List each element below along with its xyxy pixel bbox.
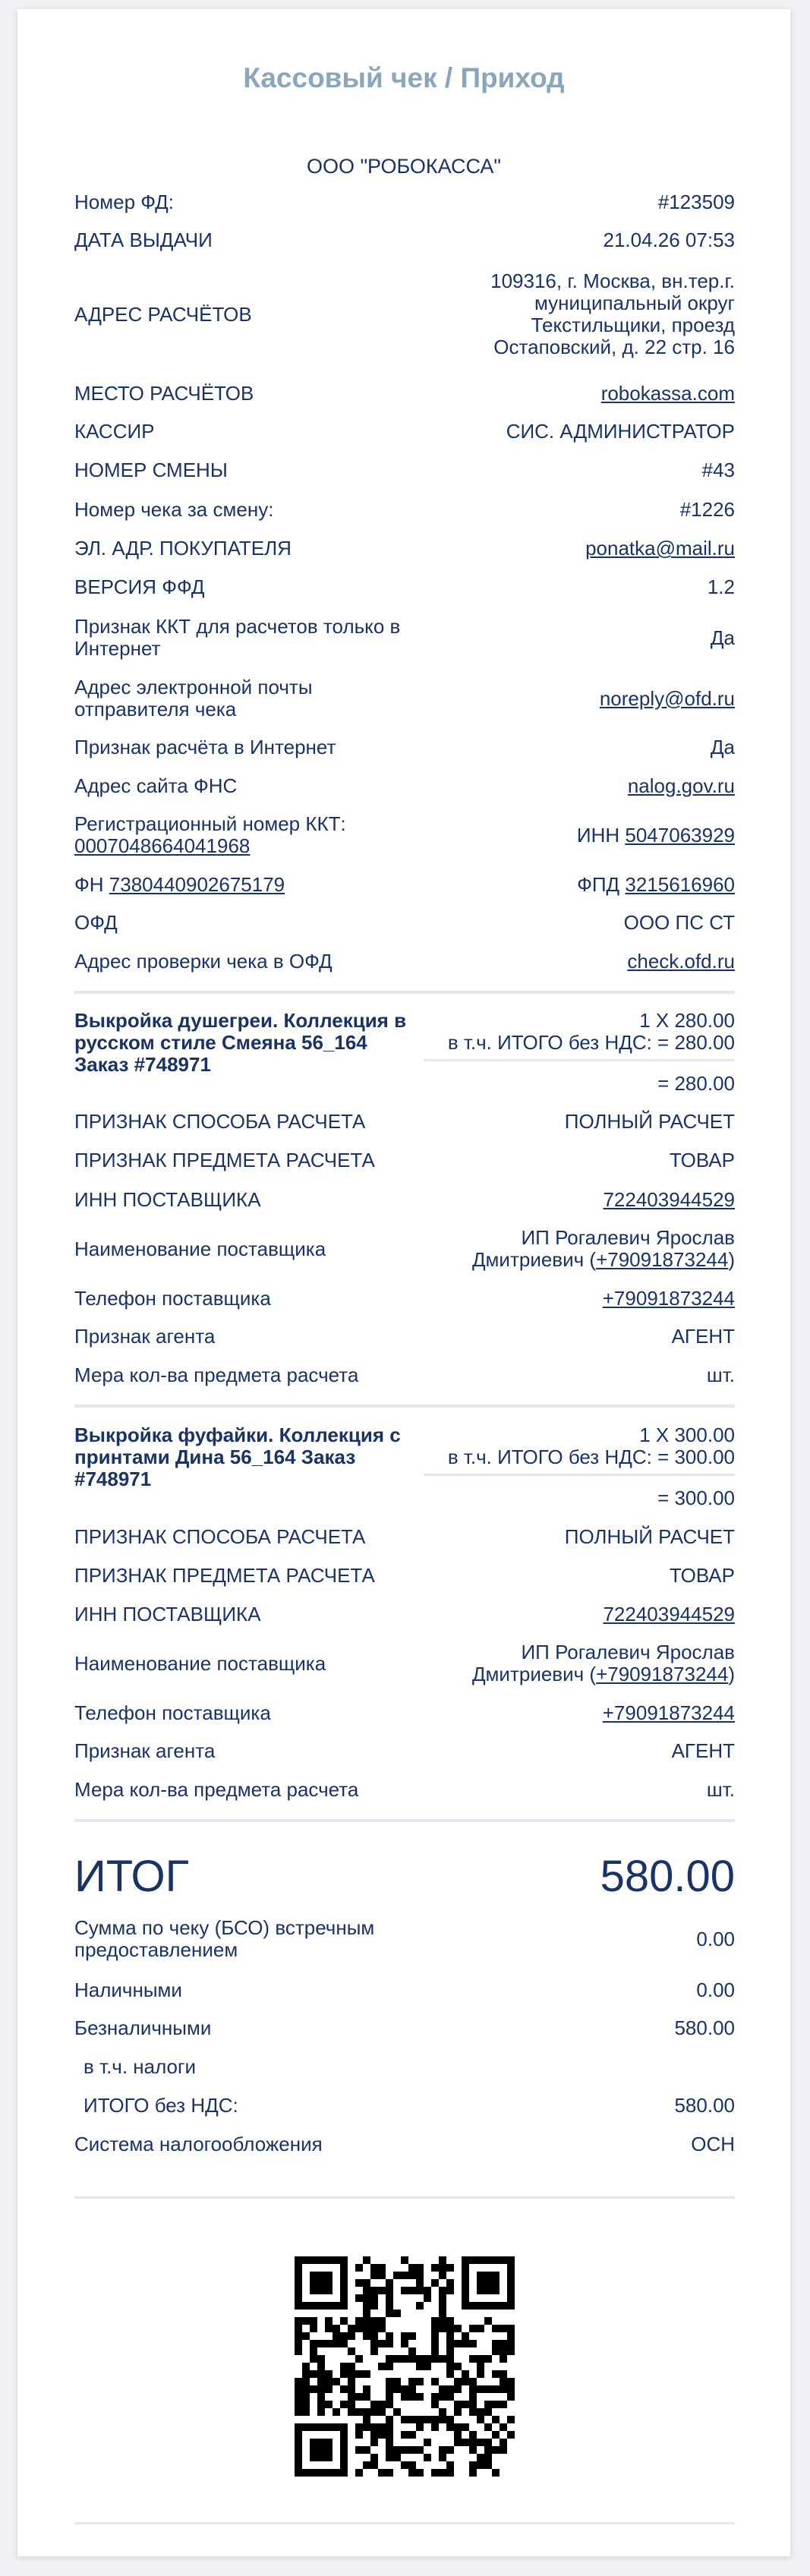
supplier-name-row (74, 1226, 735, 1272)
supplier-phone-row (74, 1702, 735, 1724)
sender-email-link[interactable]: noreply@ofd.ru (599, 686, 735, 710)
organization-name: ООО "РОБОКАССА" (306, 155, 502, 178)
sender-email-row (74, 676, 735, 721)
item-qty-block (448, 1424, 735, 1468)
agent-value: АГЕНТ (671, 1739, 735, 1762)
item-method-row (74, 1526, 735, 1548)
item-method-value: ПОЛНЫЙ РАСЧЕТ (564, 1110, 735, 1133)
item-method-value: ПОЛНЫЙ РАСЧЕТ (564, 1525, 735, 1548)
issue-date-row (74, 229, 735, 251)
supplier-name-close: ) (728, 1663, 735, 1685)
cashier-value: СИС. АДМИНИСТРАТОР (506, 420, 735, 443)
total-label: ИТОГ (74, 1852, 190, 1901)
inn-block (577, 825, 735, 847)
address-row (74, 269, 735, 360)
supplier-name-label: Наименование поставщика (74, 1237, 326, 1260)
check-number-label: Номер чека за смену: (74, 498, 274, 521)
kkt-internet-row (74, 615, 735, 661)
divider (74, 2522, 735, 2524)
check-number-row (74, 499, 735, 521)
divider (74, 1819, 735, 1822)
cashier-label: КАССИР (74, 420, 155, 443)
fns-site-link[interactable]: nalog.gov.ru (627, 774, 735, 797)
sender-email-label: Адрес электронной почты отправителя чека (74, 676, 313, 720)
address-line: 109316, г. Москва, вн.тер.г. (490, 270, 735, 292)
inn-label: ИНН (576, 823, 620, 847)
cashier-row (74, 421, 735, 443)
total-row (74, 1852, 735, 1901)
fd-number-label: Номер ФД: (74, 191, 174, 213)
item-qty: 1 X 300.00 (639, 1424, 735, 1446)
supplier-name-row (74, 1641, 735, 1686)
item-sum: = 300.00 (657, 1487, 735, 1509)
item-method-label: ПРИЗНАК СПОСОБА РАСЧЕТА (74, 1110, 366, 1133)
item-sum-row (74, 1073, 735, 1095)
issue-date-label: ДАТА ВЫДАЧИ (74, 229, 213, 251)
item-name: Выкройка фуфайки. Коллекция с принтами Дина 56_164 Заказ #748971 (74, 1424, 401, 1490)
ffd-version-value: 1.2 (707, 575, 735, 598)
cash-row (74, 1979, 735, 2001)
issue-date-value: 21.04.26 07:53 (603, 229, 735, 251)
supplier-inn-label: ИНН ПОСТАВЩИКА (74, 1603, 261, 1625)
supplier-name-line: Дмитриевич ( (471, 1663, 597, 1685)
supplier-inn-label: ИНН ПОСТАВЩИКА (74, 1188, 261, 1211)
card-value: 580.00 (674, 2016, 735, 2039)
supplier-phone-row (74, 1288, 735, 1310)
ofd-value: ООО ПС СТ (623, 911, 735, 934)
ofd-check-label: Адрес проверки чека в ОФД (74, 950, 333, 973)
fn-fpd-row (74, 874, 735, 896)
tax-system-label: Система налогообложения (74, 2133, 323, 2155)
prepay-label: Сумма по чеку (БСО) встречным предоставлением (74, 1916, 375, 1961)
fd-number-row (74, 191, 735, 213)
novat-row (74, 2095, 735, 2117)
address-line: муниципальный округ (534, 292, 735, 314)
item-sum-row (74, 1487, 735, 1509)
agent-value: АГЕНТ (671, 1325, 735, 1348)
item-vat: в т.ч. ИТОГО без НДС: = 280.00 (447, 1031, 735, 1054)
supplier-phone-link[interactable]: +79091873244 (602, 1287, 735, 1310)
item-subject-label: ПРИЗНАК ПРЕДМЕТА РАСЧЕТА (74, 1564, 375, 1587)
item-subject-value: ТОВАР (669, 1564, 735, 1587)
item-qty: 1 X 280.00 (639, 1009, 735, 1032)
supplier-inn-link[interactable]: 722403944529 (603, 1603, 735, 1625)
tax-system-value: ОСН (691, 2133, 735, 2155)
kkt-reg-block (74, 813, 346, 857)
ffd-version-row (74, 576, 735, 598)
agent-label: Признак агента (74, 1325, 216, 1348)
kkt-reg-link[interactable]: 0007048664041968 (74, 834, 251, 857)
card-row (74, 2017, 735, 2039)
divider (74, 2196, 735, 2199)
qr-code (295, 2256, 515, 2477)
supplier-inn-row (74, 1603, 735, 1625)
supplier-name-line: ИП Рогалевич Ярослав (521, 1641, 735, 1663)
total-value: 580.00 (600, 1852, 735, 1901)
fn-link[interactable]: 7380440902675179 (109, 873, 285, 896)
buyer-email-link[interactable]: ponatka@mail.ru (585, 537, 735, 560)
fpd-block (577, 874, 735, 896)
agent-label: Признак агента (74, 1739, 216, 1762)
supplier-name-value (472, 1227, 735, 1271)
fns-site-label: Адрес сайта ФНС (74, 774, 238, 797)
ofd-row (74, 912, 735, 934)
item-subject-row (74, 1149, 735, 1171)
supplier-inn-link[interactable]: 722403944529 (603, 1188, 735, 1211)
item-vat: в т.ч. ИТОГО без НДС: = 300.00 (447, 1446, 735, 1468)
item-subject-row (74, 1565, 735, 1587)
internet-calc-row (74, 736, 735, 758)
measure-value: шт. (706, 1778, 735, 1801)
item-qty-block (448, 1010, 735, 1054)
inn-link[interactable]: 5047063929 (625, 823, 735, 847)
supplier-name-value (472, 1641, 735, 1685)
buyer-email-label: ЭЛ. АДР. ПОКУПАТЕЛЯ (74, 537, 292, 560)
supplier-name-phone-link[interactable]: +79091873244 (596, 1663, 729, 1685)
kkt-reg-label: Регистрационный номер ККТ: (74, 812, 346, 835)
item-name: Выкройка душегреи. Коллекция в русском стиле Смеяна 56_164 Заказ #748971 (74, 1009, 407, 1076)
internet-calc-value: Да (710, 736, 735, 758)
place-label: МЕСТО РАСЧЁТОВ (74, 382, 254, 405)
receipt (17, 9, 790, 2556)
tax-system-row (74, 2133, 735, 2155)
ofd-check-link[interactable]: check.ofd.ru (627, 950, 735, 973)
shift-value: #43 (701, 459, 735, 481)
kkt-internet-value: Да (710, 626, 735, 649)
agent-row (74, 1740, 735, 1762)
novat-label: ИТОГО без НДС: (84, 2094, 238, 2117)
taxes-row (74, 2056, 735, 2078)
item-sum: = 280.00 (657, 1072, 735, 1095)
item-method-label: ПРИЗНАК СПОСОБА РАСЧЕТА (74, 1525, 366, 1548)
supplier-phone-label: Телефон поставщика (74, 1287, 271, 1310)
divider (74, 991, 735, 994)
fn-label: ФН (74, 873, 104, 896)
fns-site-row (74, 775, 735, 797)
measure-row (74, 1779, 735, 1801)
ofd-check-row (74, 951, 735, 973)
card-label: Безналичными (74, 2016, 212, 2039)
measure-value: шт. (706, 1364, 735, 1386)
supplier-name-line: Дмитриевич ( (471, 1248, 597, 1271)
supplier-phone-link[interactable]: +79091873244 (602, 1701, 735, 1724)
supplier-name-label: Наименование поставщика (74, 1651, 326, 1675)
address-value (490, 270, 735, 358)
fpd-label: ФПД (577, 873, 620, 896)
supplier-name-close: ) (728, 1248, 735, 1271)
fn-block (74, 874, 285, 896)
supplier-name-line: ИП Рогалевич Ярослав (521, 1226, 735, 1249)
kkt-internet-label: Признак ККТ для расчетов только в Интернет (74, 615, 401, 660)
internet-calc-label: Признак расчёта в Интернет (74, 736, 336, 758)
item-divider (424, 1474, 735, 1476)
receipt-title: Кассовый чек / Приход (243, 62, 565, 93)
buyer-email-row (74, 538, 735, 560)
taxes-label: в т.ч. налоги (84, 2055, 197, 2078)
place-link[interactable]: robokassa.com (600, 382, 735, 405)
cash-value: 0.00 (696, 1979, 735, 2001)
measure-row (74, 1364, 735, 1386)
supplier-phone-label: Телефон поставщика (74, 1701, 271, 1724)
kkt-reg-row (74, 812, 735, 858)
fd-number-value: #123509 (657, 191, 735, 213)
item-subject-label: ПРИЗНАК ПРЕДМЕТА РАСЧЕТА (74, 1149, 375, 1171)
fpd-link[interactable]: 3215616960 (625, 873, 735, 896)
ffd-version-label: ВЕРСИЯ ФФД (74, 575, 205, 598)
measure-label: Мера кол-ва предмета расчета (74, 1778, 359, 1801)
supplier-inn-row (74, 1189, 735, 1211)
item-method-row (74, 1111, 735, 1133)
divider (74, 1405, 735, 1408)
ofd-label: ОФД (74, 911, 118, 934)
measure-label: Мера кол-ва предмета расчета (74, 1364, 359, 1386)
novat-value: 580.00 (674, 2094, 735, 2117)
item-divider (424, 1059, 735, 1061)
supplier-name-phone-link[interactable]: +79091873244 (596, 1248, 729, 1271)
agent-row (74, 1326, 735, 1348)
item-subject-value: ТОВАР (669, 1149, 735, 1171)
check-number-value: #1226 (679, 498, 735, 521)
shift-label: НОМЕР СМЕНЫ (74, 459, 228, 481)
address-label: АДРЕС РАСЧЁТОВ (74, 302, 252, 326)
prepay-row (74, 1916, 735, 1962)
address-line: Текстильщики, проезд (531, 314, 735, 336)
prepay-value: 0.00 (696, 1927, 735, 1950)
place-row (74, 383, 735, 405)
shift-row (74, 459, 735, 481)
cash-label: Наличными (74, 1979, 182, 2001)
address-line: Остаповский, д. 22 стр. 16 (493, 336, 735, 358)
